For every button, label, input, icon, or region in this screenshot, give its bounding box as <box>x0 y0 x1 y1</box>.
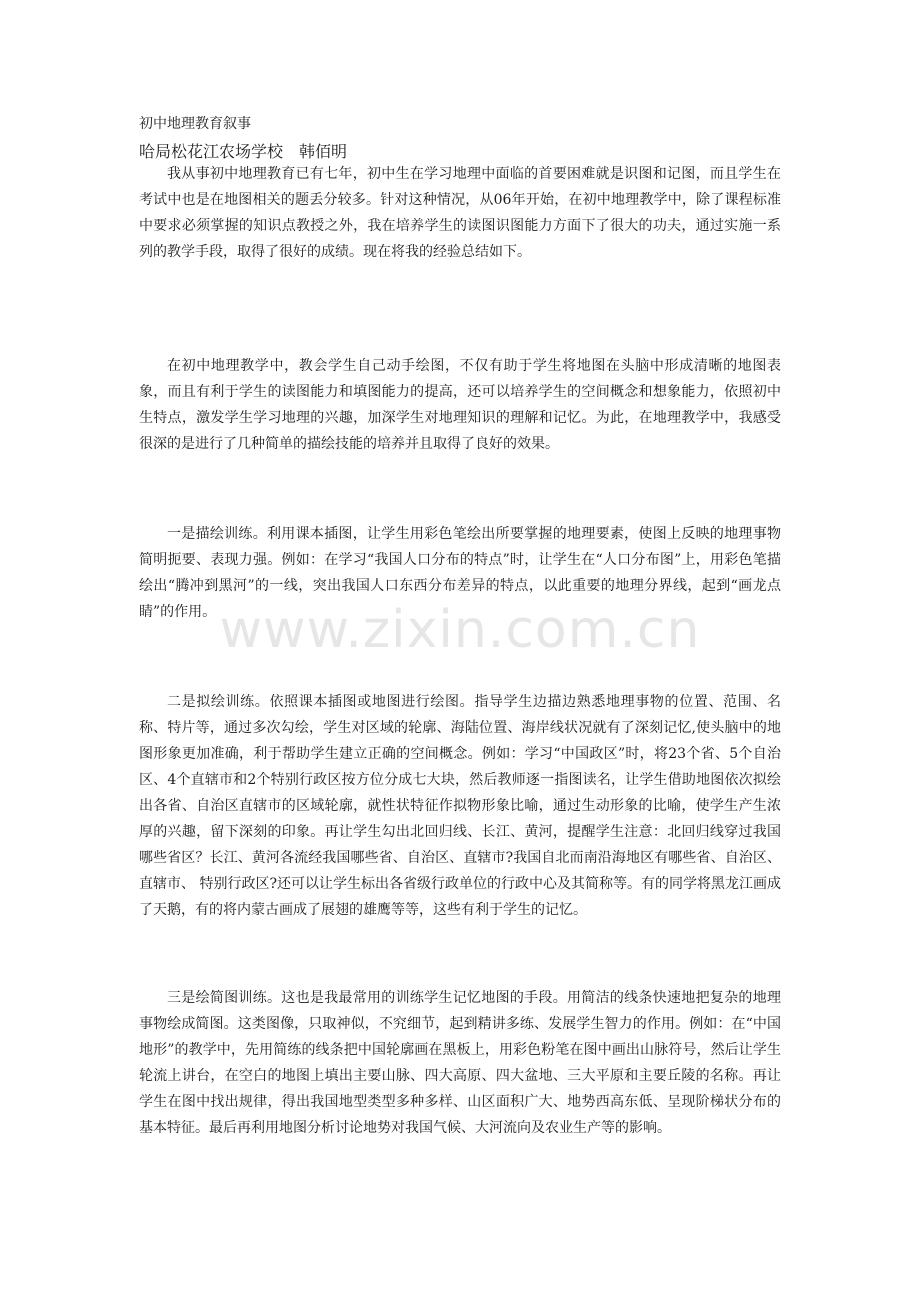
paragraph-intro: 我从事初中地理教育已有七年，初中生在学习地理中面临的首要困难就是识图和记图，而且学生在考试中也是在地图相关的题丢分较多。针对这种情况，从06年开始，在初中地理教学中，除了课程标准中要求必须掌握的知识点教授之外，我在培养学生的读图识图能力方面下了很大的功夫，通过实施一系列的教学手段，取得了很好的成绩。现在将我的经验总结如下。 <box>139 166 781 260</box>
document-title: 初中地理教育叙事 <box>139 116 251 132</box>
watermark: www.zixin.com.cn <box>219 600 701 660</box>
author-line: 哈局松花江农场学校 韩佰明 <box>139 142 348 161</box>
paragraph-imitation-training: 二是拟绘训练。依照课本插图或地图进行绘图。指导学生边描边熟悉地理事物的位置、范围、名称、特片等，通过多次勾绘，学生对区域的轮廓、海陆位置、海岸线状况就有了深刻记忆,使头脑中的地图形象更加准确，利于帮助学生建立正确的空间概念。例如：学习“中国政区”时，将23个省、5个自治区、4个直辖市和2个特别行政区按方位分成七大块，然后教师逐一指图读名，让学生借助地图依次拟绘出各省、自治区直辖市的区域轮廓，就性状特征作拟物形象比喻，通过生动形象的比喻，使学生产生浓厚的兴趣，留下深刻的印象。再让学生勾出北回归线、长江、黄河，提醒学生注意：北回归线穿过我国哪些省区？长江、黄河各流经我国哪些省、自治区、直辖市?我国自北而南沿海地区有哪些省、自治区、直辖市、 特别行政区?还可以让学生标出各省级行政单位的行政中心及其简称等。有的同学将黑龙江画成了天鹅，有的将内蒙古画成了展翅的雄鹰等等，这些有利于学生的记忆。 <box>139 694 781 918</box>
paragraph-sketch-training: 三是绘简图训练。这也是我最常用的训练学生记忆地图的手段。用简洁的线条快速地把复杂的地理事物绘成简图。这类图像，只取神似，不究细节，起到精讲多练、发展学生智力的作用。例如：在“中国地形”的教学中，先用简练的线条把中国轮廓画在黑板上，用彩色粉笔在图中画出山脉符号，然后让学生轮流上讲台，在空白的地图上填出主要山脉、四大高原、四大盆地、三大平原和主要丘陵的名称。再让学生在图中找出规律，得出我国地型类型多种多样、山区面积广大、地势西高东低、呈现阶梯状分布的基本特征。最后再利用地图分析讨论地势对我国气候、大河流向及农业生产等的影响。 <box>139 990 781 1136</box>
paragraph-tracing-training: 一是描绘训练。利用课本插图，让学生用彩色笔绘出所要掌握的地理要素，使图上反映的地理事物简明扼要、表现力强。例如：在学习“我国人口分布的特点”时，让学生在“人口分布图”上，用彩色笔描绘出“腾冲到黑河”的一线，突出我国人口东西分布差异的特点，以此重要的地理分界线，起到“画龙点睛”的作用。 <box>139 526 781 620</box>
paragraph-drawing-benefits: 在初中地理教学中，教会学生自己动手绘图，不仅有助于学生将地图在头脑中形成清晰的地图表象，而且有利于学生的读图能力和填图能力的提高，还可以培养学生的空间概念和想象能力，依照初中生特点，激发学生学习地理的兴趣，加深学生对地理知识的理解和记忆。为此，在地理教学中，我感受很深的是进行了几种简单的描绘技能的培养并且取得了良好的效果。 <box>139 358 781 452</box>
